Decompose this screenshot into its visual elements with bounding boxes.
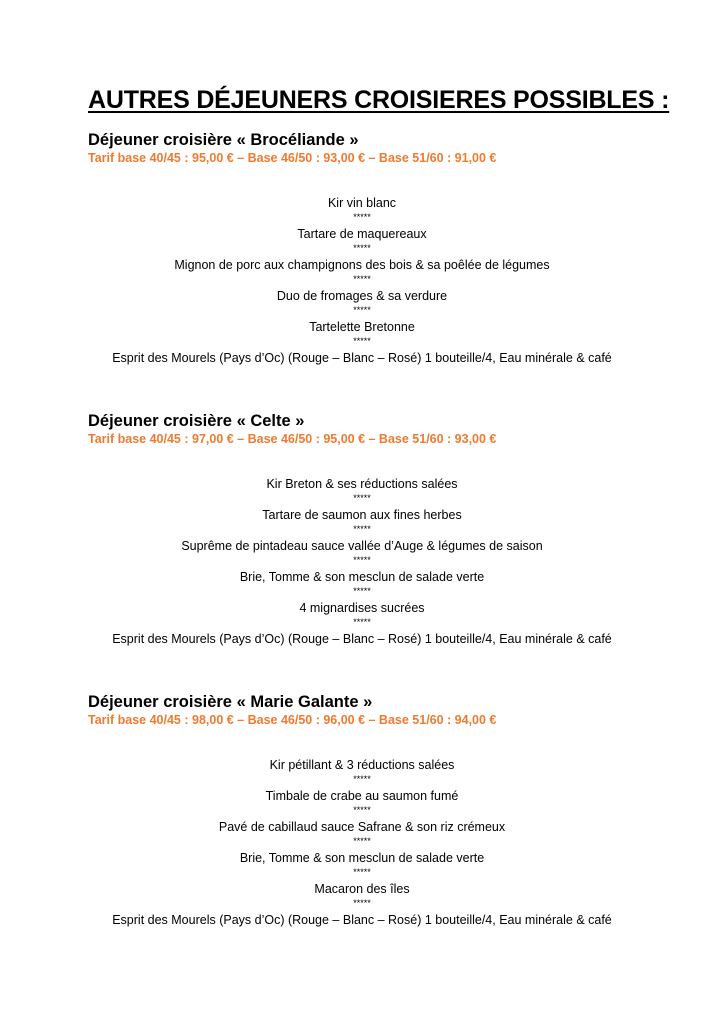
menu-item: Macaron des îles [314,882,410,896]
menu-separator: ***** [353,867,371,877]
section-price: Tarif base 40/45 : 97,00 € – Base 46/50 : 95,00 € – Base 51/60 : 93,00 € [88,432,497,446]
menu-separator: ***** [353,305,371,315]
menu-separator: ***** [353,243,371,253]
menu-separator: ***** [353,617,371,627]
menu-item: Pavé de cabillaud sauce Safrane & son riz crémeux [218,820,506,834]
menu-separator: ***** [353,774,371,784]
menu-separator: ***** [353,274,371,284]
section-title: Déjeuner croisière « Marie Galante » [88,693,373,711]
menu-item: Tartelette Bretonne [309,320,415,334]
section-title: Déjeuner croisière « Brocéliande » [88,131,359,149]
section-title: Déjeuner croisière « Celte » [88,412,305,430]
section-price: Tarif base 40/45 : 95,00 € – Base 46/50 : 93,00 € – Base 51/60 : 91,00 € [88,151,497,165]
menu-separator: ***** [353,555,371,565]
menu-separator: ***** [353,336,371,346]
menu-item: Tartare de maquereaux [297,227,427,241]
menu-celte [0,477,724,647]
menu-item: 4 mignardises sucrées [299,601,425,615]
menu-separator: ***** [353,524,371,534]
menu-separator: ***** [353,212,371,222]
menu-item: Brie, Tomme & son mesclun de salade verte [239,851,485,865]
section-marie-galante [88,692,648,728]
menu-wine-line: Esprit des Mourels (Pays d’Oc) (Rouge – Blanc – Rosé) 1 bouteille/4, Eau minérale & café [112,351,612,365]
menu-separator: ***** [353,805,371,815]
page-title: AUTRES DÉJEUNERS CROISIERES POSSIBLES : [88,86,670,114]
section-price: Tarif base 40/45 : 98,00 € – Base 46/50 : 96,00 € – Base 51/60 : 94,00 € [88,713,497,727]
menu-broceliande [0,196,724,366]
menu-item: Timbale de crabe au saumon fumé [265,789,459,803]
menu-separator: ***** [353,586,371,596]
menu-item: Mignon de porc aux champignons des bois & sa poêlée de légumes [174,258,550,272]
menu-separator: ***** [353,898,371,908]
menu-marie-galante [0,758,724,928]
menu-separator: ***** [353,836,371,846]
menu-wine-line: Esprit des Mourels (Pays d’Oc) (Rouge – Blanc – Rosé) 1 bouteille/4, Eau minérale & café [112,632,612,646]
menu-item: Brie, Tomme & son mesclun de salade verte [239,570,485,584]
menu-wine-line: Esprit des Mourels (Pays d’Oc) (Rouge – Blanc – Rosé) 1 bouteille/4, Eau minérale & café [112,913,612,927]
menu-item: Suprême de pintadeau sauce vallée d’Auge & légumes de saison [181,539,543,553]
menu-item: Duo de fromages & sa verdure [276,289,448,303]
menu-item: Kir vin blanc [327,196,397,210]
menu-separator: ***** [353,493,371,503]
section-celte [88,411,648,447]
menu-item: Tartare de saumon aux fines herbes [262,508,462,522]
menu-item: Kir Breton & ses réductions salées [266,477,458,491]
section-broceliande [88,130,648,166]
menu-item: Kir pétillant & 3 réductions salées [269,758,455,772]
